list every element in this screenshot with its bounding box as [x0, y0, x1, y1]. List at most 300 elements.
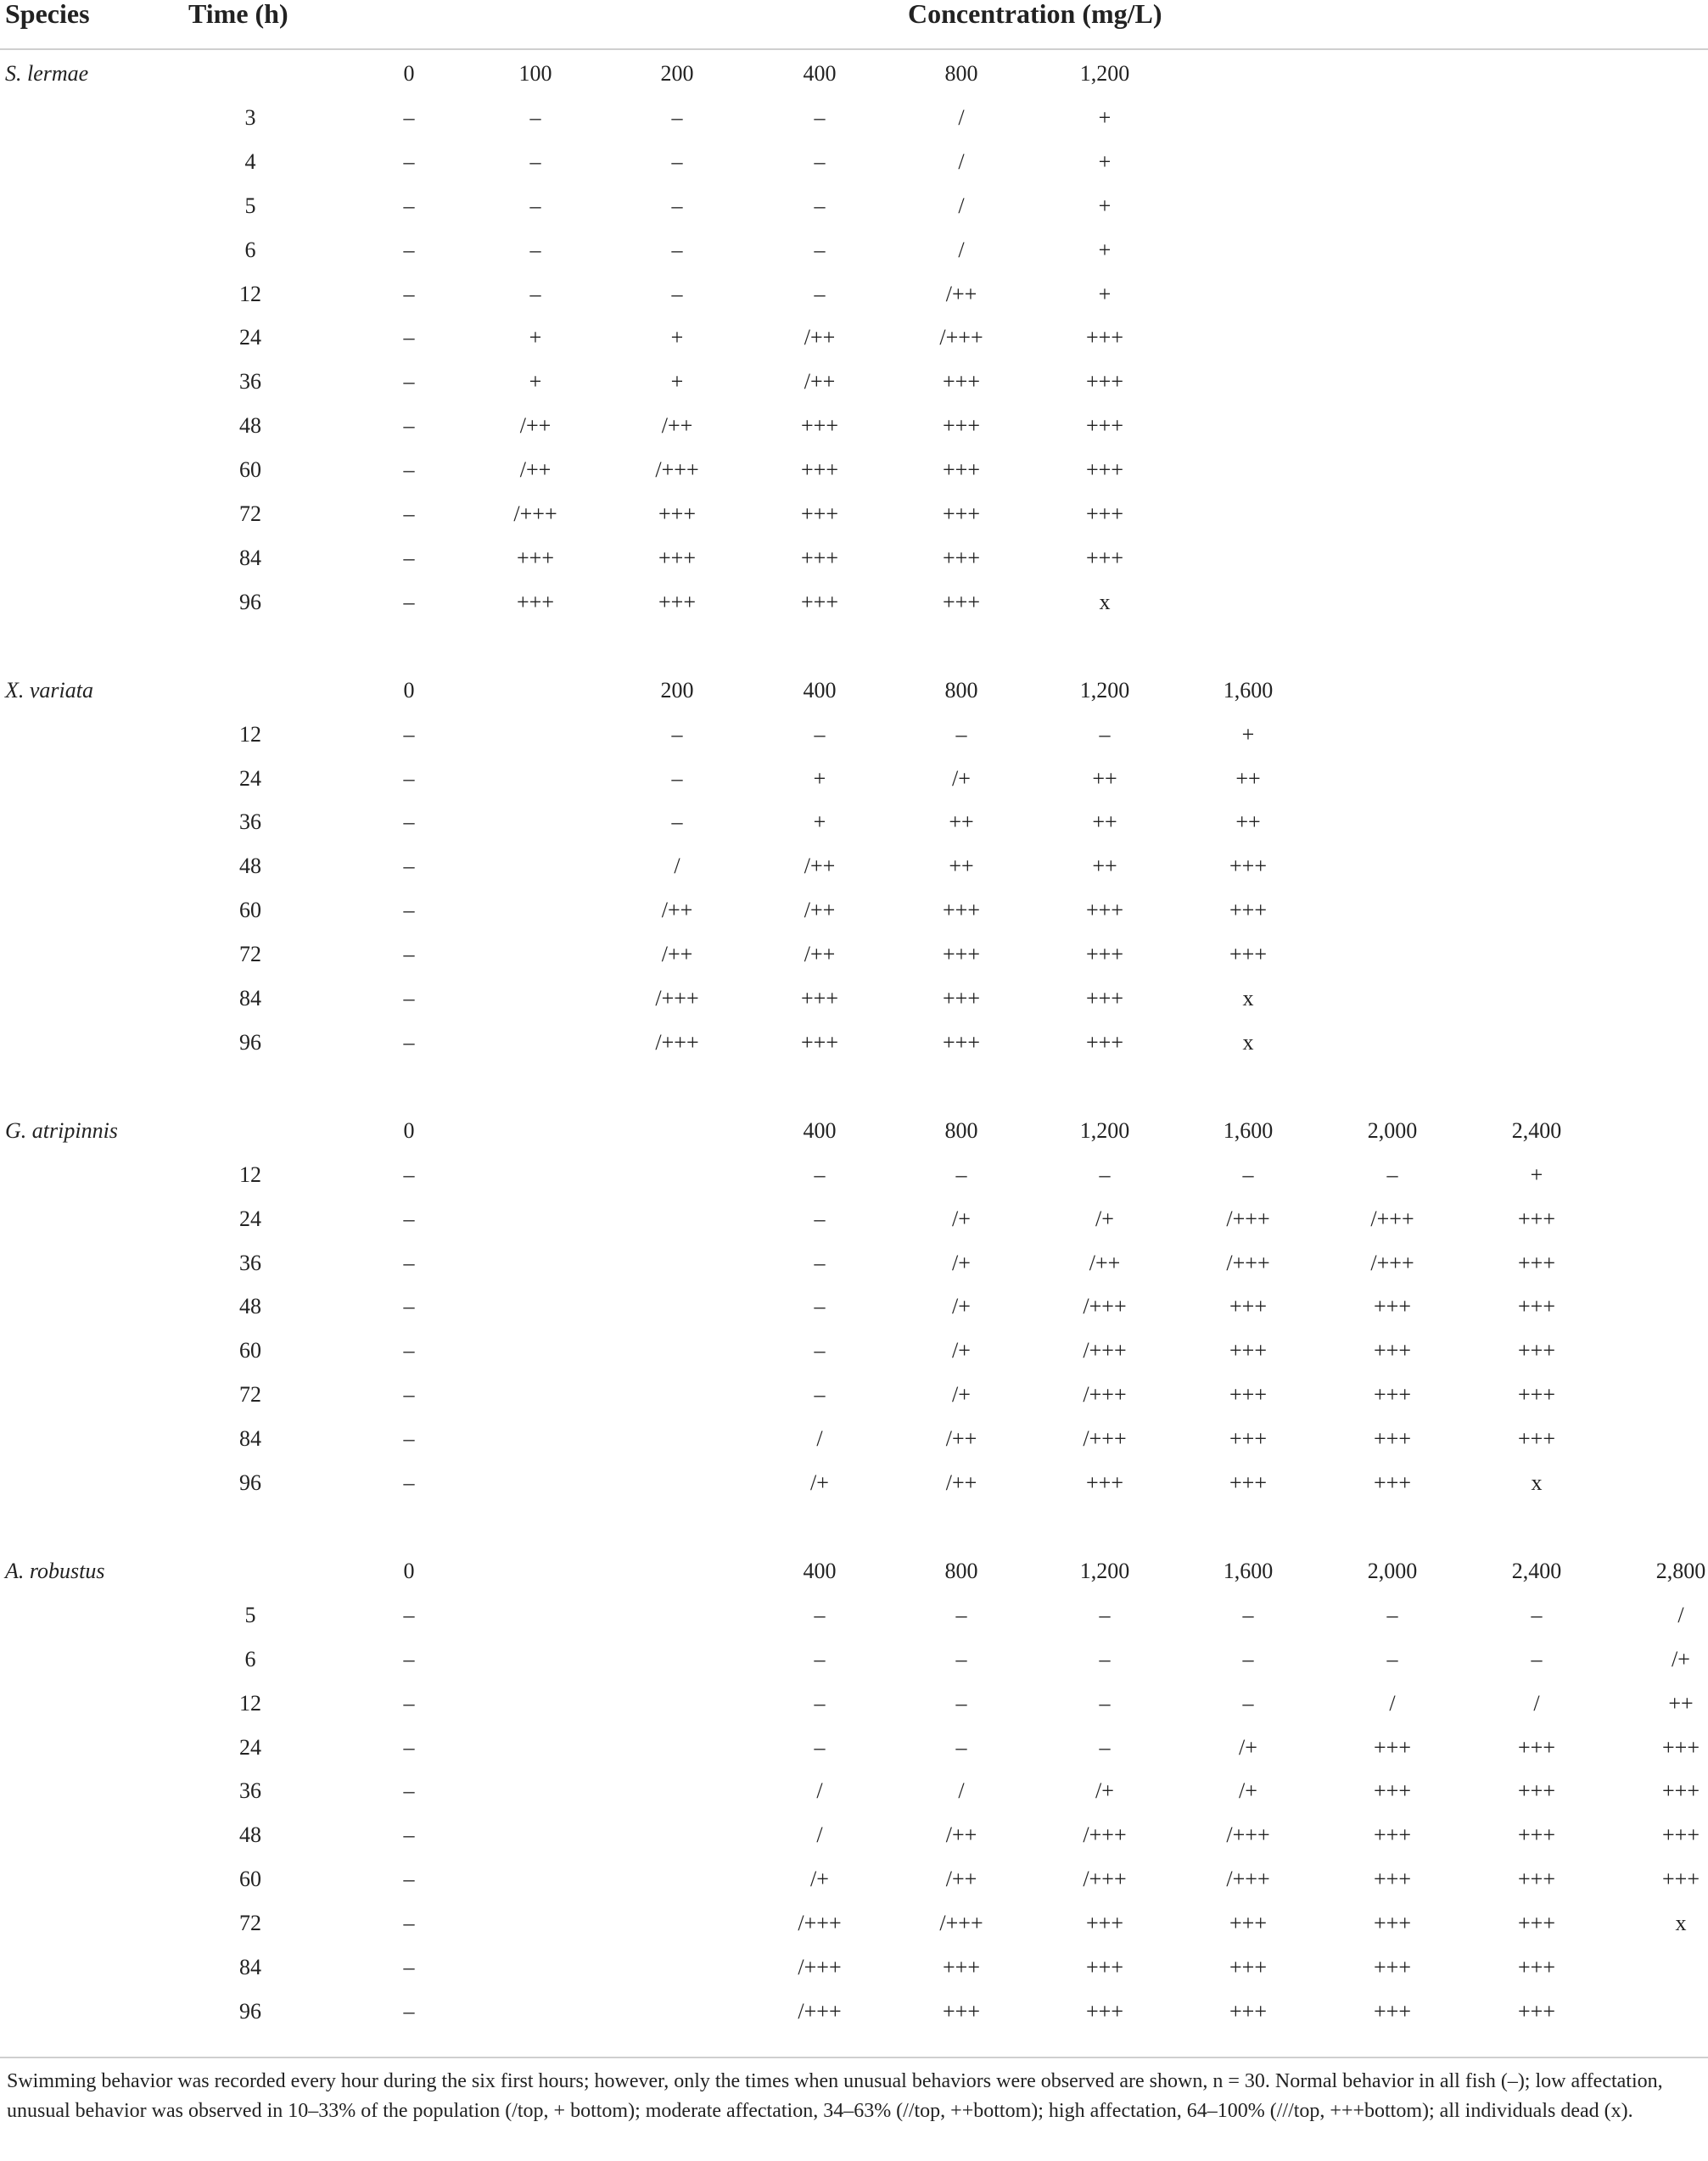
- concentration-header: 2,000: [1367, 1558, 1418, 1583]
- behavior-cell: /+++: [939, 325, 983, 350]
- time-cell: 48: [239, 1294, 261, 1319]
- behavior-cell: –: [814, 1162, 826, 1187]
- behavior-cell: +++: [1086, 898, 1123, 923]
- behavior-cell: /++: [945, 1867, 977, 1892]
- behavior-cell: +++: [801, 545, 838, 570]
- behavior-cell: +: [670, 369, 684, 395]
- behavior-cell: –: [671, 281, 683, 306]
- behavior-cell: +++: [1229, 1998, 1267, 2024]
- behavior-cell: +++: [1374, 1867, 1411, 1892]
- header-concentration: Concentration (mg/L): [908, 0, 1162, 29]
- behavior-cell: +++: [1086, 501, 1123, 526]
- time-cell: 96: [239, 1470, 261, 1495]
- behavior-cell: –: [403, 1734, 415, 1760]
- concentration-header: 200: [660, 677, 694, 703]
- behavior-cell: +++: [801, 457, 838, 483]
- time-cell: 5: [244, 193, 256, 218]
- behavior-cell: +: [1098, 281, 1112, 306]
- behavior-cell: /+++: [1083, 1426, 1127, 1452]
- behavior-cell: /: [958, 237, 965, 262]
- behavior-cell: +++: [943, 1998, 980, 2024]
- behavior-cell: /: [1533, 1690, 1540, 1716]
- behavior-cell: –: [1531, 1602, 1543, 1627]
- behavior-cell: –: [403, 104, 415, 130]
- behavior-cell: +++: [658, 501, 696, 526]
- time-cell: 36: [239, 1778, 261, 1804]
- behavior-cell: /+++: [655, 1029, 699, 1055]
- behavior-cell: /++: [661, 413, 693, 439]
- behavior-cell: +++: [1229, 1470, 1267, 1495]
- behavior-cell: –: [529, 237, 541, 262]
- behavior-cell: –: [529, 148, 541, 174]
- behavior-cell: –: [403, 765, 415, 791]
- behavior-cell: –: [955, 1646, 967, 1671]
- time-cell: 12: [239, 721, 261, 747]
- behavior-cell: –: [403, 1470, 415, 1495]
- concentration-header: 0: [403, 677, 415, 703]
- behavior-cell: /: [958, 104, 965, 130]
- concentration-header: 800: [944, 61, 978, 86]
- concentration-header: 0: [403, 61, 415, 86]
- behavior-cell: –: [529, 104, 541, 130]
- behavior-cell: –: [814, 193, 826, 218]
- behavior-cell: +++: [1518, 1294, 1555, 1319]
- behavior-cell: +++: [517, 545, 554, 570]
- behavior-cell: –: [1242, 1690, 1254, 1716]
- behavior-cell: –: [529, 193, 541, 218]
- behavior-cell: +: [813, 765, 826, 791]
- behavior-cell: +: [670, 325, 684, 350]
- behavior-cell: /+++: [798, 1911, 842, 1936]
- time-cell: 96: [239, 1029, 261, 1055]
- behavior-cell: /++: [804, 942, 836, 967]
- behavior-cell: +++: [1518, 1778, 1555, 1804]
- behavior-cell: –: [403, 457, 415, 483]
- behavior-cell: +++: [1374, 1294, 1411, 1319]
- behavior-cell: –: [403, 854, 415, 879]
- behavior-cell: +++: [1374, 1382, 1411, 1408]
- behavior-cell: /: [1677, 1602, 1684, 1627]
- behavior-cell: /++: [1089, 1250, 1121, 1275]
- behavior-cell: +++: [801, 501, 838, 526]
- time-cell: 84: [239, 1955, 261, 1979]
- behavior-cell: +++: [943, 1955, 980, 1979]
- behavior-cell: –: [814, 1734, 826, 1760]
- behavior-cell: /++: [519, 413, 552, 439]
- behavior-cell: –: [671, 104, 683, 130]
- behavior-cell: +++: [1518, 1867, 1555, 1892]
- behavior-cell: –: [955, 1734, 967, 1760]
- time-cell: 72: [239, 942, 261, 967]
- behavior-cell: /+: [952, 1206, 971, 1231]
- behavior-cell: +++: [801, 986, 838, 1011]
- behavior-cell: +++: [1086, 369, 1123, 395]
- behavior-cell: +: [1098, 104, 1112, 130]
- behavior-cell: ++: [1235, 809, 1261, 835]
- behavior-cell: –: [814, 1250, 826, 1275]
- behavior-cell: –: [403, 1867, 415, 1892]
- time-cell: 24: [239, 765, 261, 791]
- behavior-cell: /: [816, 1778, 823, 1804]
- behavior-cell: +++: [658, 545, 696, 570]
- time-cell: 36: [239, 809, 261, 835]
- species-name: A. robustus: [5, 1558, 105, 1583]
- behavior-cell: /+++: [655, 986, 699, 1011]
- behavior-cell: /+: [1095, 1778, 1114, 1804]
- concentration-header: 200: [660, 61, 694, 86]
- behavior-cell: /+: [1239, 1734, 1257, 1760]
- behavior-cell: –: [955, 721, 967, 747]
- behavior-cell: +: [1241, 721, 1255, 747]
- behavior-cell: ++: [1092, 854, 1117, 879]
- concentration-header: 2,000: [1367, 1117, 1418, 1143]
- behavior-cell: +++: [517, 589, 554, 614]
- concentration-header: 2,400: [1511, 1117, 1562, 1143]
- behavior-cell: +++: [1662, 1778, 1700, 1804]
- behavior-cell: +++: [1374, 1822, 1411, 1848]
- concentration-header: 800: [944, 1558, 978, 1583]
- behavior-cell: x: [1242, 986, 1254, 1011]
- header-species: Species: [5, 0, 90, 29]
- behavior-cell: –: [403, 1955, 415, 1979]
- behavior-cell: –: [403, 589, 415, 614]
- time-cell: 5: [244, 1602, 256, 1627]
- behavior-cell: +++: [1662, 1822, 1700, 1848]
- behavior-cell: +++: [1374, 1734, 1411, 1760]
- behavior-cell: +++: [943, 942, 980, 967]
- behavior-cell: x: [1099, 589, 1111, 614]
- behavior-cell: –: [403, 1029, 415, 1055]
- concentration-header: 1,200: [1079, 677, 1130, 703]
- behavior-cell: +++: [1086, 942, 1123, 967]
- behavior-cell: ++: [949, 809, 974, 835]
- behavior-cell: –: [814, 1338, 826, 1363]
- behavior-cell: –: [403, 809, 415, 835]
- behavior-cell: –: [403, 986, 415, 1011]
- behavior-cell: +++: [943, 457, 980, 483]
- behavior-cell: +++: [1518, 1338, 1555, 1363]
- time-cell: 24: [239, 1206, 261, 1231]
- behavior-cell: +++: [1518, 1734, 1555, 1760]
- behavior-cell: –: [403, 148, 415, 174]
- behavior-cell: +++: [801, 589, 838, 614]
- behavior-cell: +++: [1518, 1911, 1555, 1936]
- behavior-cell: /+: [1672, 1646, 1690, 1671]
- behavior-cell: –: [403, 1646, 415, 1671]
- behavior-cell: +++: [943, 369, 980, 395]
- behavior-cell: +++: [1374, 1470, 1411, 1495]
- behavior-cell: +++: [1086, 457, 1123, 483]
- time-cell: 12: [239, 1162, 261, 1187]
- time-cell: 60: [239, 1338, 261, 1363]
- behavior-cell: –: [403, 237, 415, 262]
- behavior-cell: +++: [943, 986, 980, 1011]
- behavior-cell: /+++: [1226, 1206, 1270, 1231]
- behavior-cell: +++: [1086, 413, 1123, 439]
- behavior-cell: +++: [1086, 1955, 1123, 1979]
- behavior-cell: +++: [1086, 1470, 1123, 1495]
- behavior-cell: +++: [1518, 1955, 1555, 1979]
- species-name: G. atripinnis: [5, 1117, 118, 1143]
- behavior-cell: +++: [1086, 1911, 1123, 1936]
- behavior-cell: /+++: [1370, 1250, 1414, 1275]
- behavior-cell: –: [403, 1778, 415, 1804]
- behavior-cell: –: [955, 1690, 967, 1716]
- concentration-header: 800: [944, 1117, 978, 1143]
- time-cell: 48: [239, 1822, 261, 1848]
- behavior-cell: /++: [804, 325, 836, 350]
- behavior-cell: –: [1386, 1162, 1398, 1187]
- behavior-cell: x: [1242, 1029, 1254, 1055]
- behavior-cell: +++: [1374, 1911, 1411, 1936]
- concentration-header: 400: [803, 61, 837, 86]
- time-cell: 12: [239, 281, 261, 306]
- behavior-cell: –: [403, 1162, 415, 1187]
- behavior-cell: –: [403, 1602, 415, 1627]
- behavior-cell: ++: [1092, 765, 1117, 791]
- behavior-cell: –: [671, 193, 683, 218]
- time-cell: 84: [239, 545, 261, 570]
- behavior-cell: +++: [1662, 1867, 1700, 1892]
- table-footnote: Swimming behavior was recorded every hour during the six first hours; however, only the times when unusual behaviors were observed are shown, n = 30. Normal behavior in all fish (–); low affectation, unusual behavior was observed in 10–33% of the population (/top, + bottom); moderate affectation, 34–63% (//top, ++bottom); high affectation, 64–100% (///top, +++bottom); all individuals dead (x).: [7, 2070, 1663, 2122]
- behavior-cell: –: [1099, 1690, 1111, 1716]
- behavior-cell: –: [1099, 1162, 1111, 1187]
- bottom-rule: [0, 2057, 1708, 2058]
- behavior-cell: –: [671, 148, 683, 174]
- behavior-cell: –: [671, 237, 683, 262]
- behavior-cell: /++: [804, 854, 836, 879]
- time-cell: 6: [244, 237, 256, 262]
- behavior-cell: /+++: [798, 1998, 842, 2024]
- behavior-cell: /+++: [1226, 1822, 1270, 1848]
- time-cell: 60: [239, 457, 261, 483]
- behavior-cell: +++: [801, 413, 838, 439]
- behavior-cell: –: [814, 281, 826, 306]
- behavior-cell: /+++: [1083, 1867, 1127, 1892]
- behavior-cell: /: [958, 1778, 965, 1804]
- behavior-cell: /++: [661, 898, 693, 923]
- behavior-cell: +++: [1518, 1822, 1555, 1848]
- behavior-cell: –: [814, 237, 826, 262]
- behavior-cell: /+: [810, 1470, 829, 1495]
- concentration-header: 0: [403, 1558, 415, 1583]
- behavior-cell: /++: [945, 281, 977, 306]
- behavior-cell: x: [1675, 1911, 1687, 1936]
- behavior-cell: ++: [1235, 765, 1261, 791]
- behavior-cell: +++: [1229, 898, 1267, 923]
- behavior-cell: –: [955, 1602, 967, 1627]
- time-cell: 48: [239, 854, 261, 879]
- time-cell: 72: [239, 1911, 261, 1936]
- behavior-cell: +: [1098, 193, 1112, 218]
- behavior-cell: +++: [1229, 1382, 1267, 1408]
- time-cell: 60: [239, 898, 261, 923]
- behavior-cell: +++: [1086, 1029, 1123, 1055]
- behavior-cell: +++: [1229, 854, 1267, 879]
- behavior-cell: –: [1099, 721, 1111, 747]
- time-cell: 60: [239, 1867, 261, 1892]
- behavior-cell: /++: [945, 1470, 977, 1495]
- behavior-cell: +++: [943, 545, 980, 570]
- behavior-cell: +++: [1374, 1426, 1411, 1452]
- behavior-cell: –: [814, 1294, 826, 1319]
- behavior-cell: /: [958, 193, 965, 218]
- behavior-cell: +++: [943, 413, 980, 439]
- behavior-cell: –: [671, 809, 683, 835]
- behavior-cell: –: [1242, 1162, 1254, 1187]
- concentration-header: 1,200: [1079, 1117, 1130, 1143]
- time-cell: 84: [239, 986, 261, 1011]
- concentration-header: 2,800: [1655, 1558, 1706, 1583]
- behavior-cell: +++: [1086, 986, 1123, 1011]
- behavior-cell: /+: [952, 1250, 971, 1275]
- time-cell: 24: [239, 325, 261, 350]
- behavior-cell: –: [403, 1426, 415, 1452]
- time-cell: 72: [239, 501, 261, 526]
- behavior-cell: /++: [519, 457, 552, 483]
- behavior-cell: /++: [804, 898, 836, 923]
- behavior-cell: –: [403, 942, 415, 967]
- behavior-cell: –: [403, 281, 415, 306]
- time-cell: 3: [244, 104, 256, 130]
- time-cell: 72: [239, 1382, 261, 1408]
- behavior-cell: +++: [1374, 1778, 1411, 1804]
- behavior-cell: +++: [1374, 1338, 1411, 1363]
- behavior-cell: +++: [1229, 942, 1267, 967]
- behavior-cell: +: [1098, 148, 1112, 174]
- behavior-cell: +++: [1518, 1382, 1555, 1408]
- behavior-cell: /++: [945, 1822, 977, 1848]
- species-name: S. lermae: [5, 61, 89, 86]
- concentration-header: 0: [403, 1117, 415, 1143]
- time-cell: 24: [239, 1734, 261, 1760]
- behavior-cell: +: [529, 325, 542, 350]
- behavior-cell: –: [1099, 1646, 1111, 1671]
- behavior-cell: –: [403, 545, 415, 570]
- behavior-cell: /+++: [1226, 1867, 1270, 1892]
- behavior-cell: /+++: [798, 1955, 842, 1979]
- time-cell: 96: [239, 589, 261, 614]
- concentration-header: 100: [518, 61, 552, 86]
- behavior-cell: +++: [1086, 545, 1123, 570]
- behavior-cell: –: [403, 369, 415, 395]
- behavior-cell: –: [1242, 1646, 1254, 1671]
- behavior-cell: –: [814, 104, 826, 130]
- concentration-header: 1,200: [1079, 61, 1130, 86]
- behavior-cell: /: [674, 854, 680, 879]
- behavior-cell: –: [814, 1206, 826, 1231]
- behavior-cell: –: [955, 1162, 967, 1187]
- behavior-cell: –: [403, 1294, 415, 1319]
- behavior-cell: –: [403, 1382, 415, 1408]
- behavior-cell: +++: [943, 1029, 980, 1055]
- behavior-cell: –: [529, 281, 541, 306]
- behavior-cell: +++: [943, 501, 980, 526]
- behavior-cell: –: [403, 1690, 415, 1716]
- behavior-cell: +++: [1229, 1426, 1267, 1452]
- behavior-cell: –: [814, 1690, 826, 1716]
- behavior-cell: /: [816, 1426, 823, 1452]
- behavior-cell: –: [671, 765, 683, 791]
- concentration-header: 1,600: [1223, 677, 1274, 703]
- behavior-cell: x: [1531, 1470, 1543, 1495]
- behavior-cell: /+: [1095, 1206, 1114, 1231]
- time-cell: 12: [239, 1690, 261, 1716]
- behavior-cell: –: [1099, 1734, 1111, 1760]
- concentration-header: 800: [944, 677, 978, 703]
- behavior-cell: +++: [1518, 1998, 1555, 2024]
- concentration-header: 400: [803, 677, 837, 703]
- behavior-cell: +++: [1662, 1734, 1700, 1760]
- concentration-header: 1,200: [1079, 1558, 1130, 1583]
- header-rule: [0, 48, 1708, 50]
- behavior-cell: –: [403, 413, 415, 439]
- behavior-cell: –: [403, 1338, 415, 1363]
- behavior-cell: –: [403, 1206, 415, 1231]
- behavior-cell: –: [814, 1646, 826, 1671]
- behavior-cell: –: [403, 193, 415, 218]
- behavior-cell: +++: [801, 1029, 838, 1055]
- time-cell: 36: [239, 1250, 261, 1275]
- behavior-cell: +++: [1229, 1955, 1267, 1979]
- behavior-cell: –: [1386, 1646, 1398, 1671]
- behavior-cell: /+++: [939, 1911, 983, 1936]
- behavior-cell: /++: [661, 942, 693, 967]
- behavior-cell: +++: [1518, 1250, 1555, 1275]
- behavior-cell: +++: [943, 589, 980, 614]
- header-time: Time (h): [188, 0, 288, 29]
- behavior-cell: –: [403, 1822, 415, 1848]
- behavior-cell: /+++: [1083, 1294, 1127, 1319]
- behavior-cell: ++: [1668, 1690, 1694, 1716]
- behavior-cell: /+: [952, 765, 971, 791]
- behavior-cell: /+++: [1370, 1206, 1414, 1231]
- behavior-cell: +: [1098, 237, 1112, 262]
- behavior-cell: –: [403, 898, 415, 923]
- behavior-cell: –: [403, 1250, 415, 1275]
- behavior-cell: –: [403, 1911, 415, 1936]
- behavior-cell: /+++: [1226, 1250, 1270, 1275]
- behavior-cell: –: [814, 1602, 826, 1627]
- time-cell: 48: [239, 413, 261, 439]
- behavior-cell: /+: [810, 1867, 829, 1892]
- behavior-cell: +: [529, 369, 542, 395]
- behavior-cell: –: [814, 148, 826, 174]
- behavior-cell: /+++: [513, 501, 557, 526]
- behavior-cell: –: [403, 501, 415, 526]
- behavior-cell: –: [671, 721, 683, 747]
- behavior-cell: +++: [1518, 1426, 1555, 1452]
- behavior-cell: /+: [952, 1294, 971, 1319]
- behavior-cell: –: [403, 1998, 415, 2024]
- behavior-cell: –: [1242, 1602, 1254, 1627]
- behavior-cell: –: [814, 721, 826, 747]
- behavior-cell: /++: [804, 369, 836, 395]
- behavior-cell: /++: [945, 1426, 977, 1452]
- behavior-cell: /: [816, 1822, 823, 1848]
- behavior-cell: +++: [1229, 1911, 1267, 1936]
- concentration-header: 400: [803, 1117, 837, 1143]
- behavior-cell: /: [1389, 1690, 1396, 1716]
- behavior-cell: /+: [1239, 1778, 1257, 1804]
- time-cell: 96: [239, 1998, 261, 2024]
- behavior-cell: +++: [658, 589, 696, 614]
- behavior-cell: /: [958, 148, 965, 174]
- behavior-cell: –: [814, 1382, 826, 1408]
- concentration-header: 1,600: [1223, 1117, 1274, 1143]
- behavior-cell: +++: [1086, 325, 1123, 350]
- behavior-cell: ++: [1092, 809, 1117, 835]
